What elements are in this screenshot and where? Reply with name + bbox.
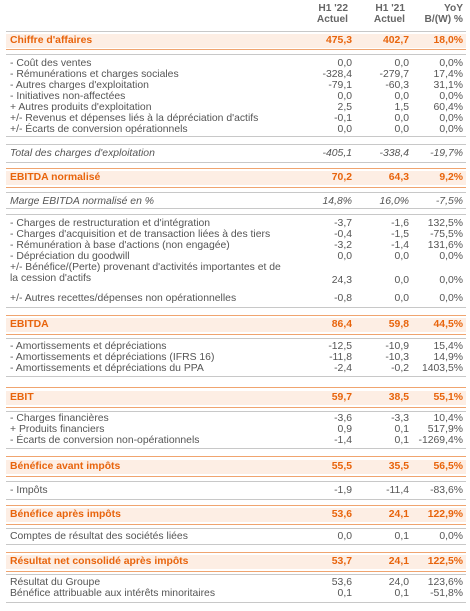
- value-h1-22: 53,6: [331, 509, 352, 520]
- value-h1-22: 0,1: [337, 588, 352, 599]
- value-yoy-change: 131,6%: [427, 240, 463, 251]
- row-label: - Dépréciation du goodwill: [10, 251, 130, 262]
- row-label: Bénéfice avant impôts: [10, 461, 121, 472]
- row-divider: [6, 552, 466, 553]
- value-h1-21: -1,4: [391, 240, 409, 251]
- value-h1-21: -338,4: [379, 148, 409, 159]
- value-yoy-change: 0,0%: [439, 91, 463, 102]
- row-divider: [6, 571, 466, 572]
- row-divider: [6, 376, 466, 377]
- value-h1-21: -10,9: [385, 341, 409, 352]
- row-label: + Produits financiers: [10, 424, 105, 435]
- row-label: Comptes de résultat des sociétés liées: [10, 531, 188, 542]
- row-label: - Amortissements et dépréciations (IFRS 16): [10, 352, 215, 363]
- row-label: Bénéfice après impôts: [10, 509, 121, 520]
- value-h1-22: -3,6: [334, 413, 352, 424]
- subtotal-row: [6, 171, 466, 185]
- row-divider: [6, 524, 466, 525]
- value-yoy-change: 0,0%: [439, 531, 463, 542]
- value-yoy-change: 0,0%: [439, 113, 463, 124]
- row-label: - Initiatives non-affectées: [10, 91, 126, 102]
- row-divider: [6, 214, 466, 215]
- value-h1-21: 16,0%: [379, 196, 409, 207]
- value-h1-21: 24,1: [388, 509, 409, 520]
- value-yoy-change: 10,4%: [433, 413, 463, 424]
- row-divider: [6, 136, 466, 137]
- row-divider: [6, 456, 466, 457]
- value-h1-21: -1,6: [391, 218, 409, 229]
- row-divider: [6, 481, 466, 482]
- value-h1-22: -2,4: [334, 363, 352, 374]
- row-label: +/- Autres recettes/dépenses non opérationnelles: [10, 293, 237, 304]
- value-yoy-change: -1269,4%: [418, 435, 463, 446]
- row-divider: [6, 338, 466, 339]
- value-h1-21: 24,0: [388, 577, 409, 588]
- row-label: - Charges d'acquisition et de transaction liées à des tiers: [10, 229, 271, 240]
- row-divider: [6, 307, 466, 308]
- row-divider: [6, 54, 466, 55]
- value-yoy-change: -83,6%: [430, 485, 463, 496]
- value-h1-22: 0,0: [337, 251, 352, 262]
- value-h1-21: 0,1: [394, 531, 409, 542]
- value-h1-21: 0,0: [394, 293, 409, 304]
- value-yoy-change: 0,0%: [439, 58, 463, 69]
- row-label: Résultat du Groupe: [10, 577, 101, 588]
- value-yoy-change: 60,4%: [433, 102, 463, 113]
- table-row: [6, 263, 466, 287]
- subtotal-row: [6, 508, 466, 522]
- value-yoy-change: 0,0%: [439, 124, 463, 135]
- row-divider: [6, 476, 466, 477]
- value-yoy-change: 0,0%: [439, 293, 463, 304]
- value-yoy-change: 0,0%: [439, 275, 463, 287]
- row-label: Résultat net consolidé après impôts: [10, 556, 189, 567]
- value-h1-22: 24,3: [331, 275, 352, 287]
- row-label: EBITDA: [10, 319, 49, 330]
- row-label: - Rémunération à base d'actions (non engagée): [10, 240, 230, 251]
- value-yoy-change: 44,5%: [433, 319, 463, 330]
- row-label: +/- Écarts de conversion opérationnels: [10, 124, 188, 135]
- value-yoy-change: 31,1%: [433, 80, 463, 91]
- value-h1-22: -0,8: [334, 293, 352, 304]
- value-yoy-change: 517,9%: [427, 424, 463, 435]
- value-yoy-change: -19,7%: [430, 148, 463, 159]
- value-h1-22: 53,6: [331, 577, 352, 588]
- col-header-line: B/(W) %: [424, 14, 463, 25]
- value-h1-22: -79,1: [328, 80, 352, 91]
- value-h1-21: 38,5: [388, 392, 409, 403]
- row-divider: [6, 448, 466, 449]
- row-divider: [6, 499, 466, 500]
- value-h1-22: 14,8%: [322, 196, 352, 207]
- value-h1-21: 1,5: [394, 102, 409, 113]
- value-h1-21: 0,0: [394, 124, 409, 135]
- value-h1-21: 0,0: [394, 251, 409, 262]
- row-label: - Rémunérations et charges sociales: [10, 69, 179, 80]
- row-divider: [6, 208, 466, 209]
- row-label: Total des charges d'exploitation: [10, 148, 155, 159]
- value-h1-22: 0,9: [337, 424, 352, 435]
- row-divider: [6, 602, 466, 603]
- value-h1-22: -11,8: [329, 352, 352, 363]
- row-divider: [6, 528, 466, 529]
- row-divider: [6, 574, 466, 575]
- value-yoy-change: 0,0%: [439, 251, 463, 262]
- col-header-line: Actuel: [373, 14, 405, 25]
- value-h1-21: -10,3: [385, 352, 409, 363]
- value-h1-22: -0,1: [334, 113, 352, 124]
- value-h1-22: -1,4: [334, 435, 352, 446]
- value-h1-22: -405,1: [322, 148, 352, 159]
- value-h1-22: 475,3: [325, 35, 352, 46]
- row-label: - Écarts de conversion non-opérationnels: [10, 435, 200, 446]
- row-label: - Amortissements et dépréciations du PPA: [10, 363, 204, 374]
- value-h1-21: -1,5: [391, 229, 409, 240]
- value-h1-21: 0,1: [394, 435, 409, 446]
- row-divider: [6, 411, 466, 412]
- value-h1-21: 0,1: [394, 424, 409, 435]
- row-label: - Coût des ventes: [10, 58, 92, 69]
- value-yoy-change: 17,4%: [433, 69, 463, 80]
- value-h1-21: 0,0: [394, 58, 409, 69]
- value-yoy-change: 18,0%: [433, 35, 463, 46]
- row-divider: [6, 187, 466, 188]
- col-header-line: H1 '21: [375, 3, 405, 14]
- col-header-h1-22: [296, 3, 348, 25]
- value-h1-22: 0,0: [337, 531, 352, 542]
- col-header-yoy: [403, 3, 463, 25]
- value-yoy-change: -51,8%: [430, 588, 463, 599]
- value-h1-21: -3,3: [391, 413, 409, 424]
- row-divider: [6, 387, 466, 388]
- subtotal-row: [6, 460, 466, 474]
- value-yoy-change: -75,5%: [430, 229, 463, 240]
- subtotal-row: [6, 555, 466, 569]
- row-label: - Autres charges d'exploitation: [10, 80, 149, 91]
- row-divider: [6, 505, 466, 506]
- value-h1-21: 35,5: [388, 461, 409, 472]
- value-h1-21: 0,1: [394, 588, 409, 599]
- row-divider: [6, 315, 466, 316]
- row-label: EBIT: [10, 392, 34, 403]
- value-yoy-change: 1403,5%: [421, 363, 463, 374]
- value-yoy-change: 122,9%: [427, 509, 463, 520]
- value-h1-21: 0,0: [394, 275, 409, 287]
- value-yoy-change: 132,5%: [427, 218, 463, 229]
- row-divider: [6, 544, 466, 545]
- row-label: - Charges de restructuration et d'intégration: [10, 218, 211, 229]
- value-yoy-change: -7,5%: [435, 196, 463, 207]
- value-yoy-change: 55,1%: [433, 392, 463, 403]
- subtotal-row: [6, 34, 466, 48]
- row-divider: [6, 334, 466, 335]
- col-header-h1-21: [353, 3, 405, 25]
- value-h1-22: -328,4: [322, 69, 352, 80]
- value-h1-22: 86,4: [331, 319, 352, 330]
- row-divider: [6, 144, 466, 145]
- value-h1-22: -0,4: [334, 229, 352, 240]
- row-divider: [6, 407, 466, 408]
- row-label: Marge EBITDA normalisé en %: [10, 196, 154, 207]
- value-h1-22: 59,7: [331, 392, 352, 403]
- row-label: - Impôts: [10, 485, 48, 496]
- value-h1-21: 0,0: [394, 113, 409, 124]
- value-h1-21: -60,3: [385, 80, 409, 91]
- value-h1-21: -11,4: [386, 485, 409, 496]
- value-h1-22: -1,9: [334, 485, 352, 496]
- value-h1-22: 55,5: [331, 461, 352, 472]
- value-h1-22: 2,5: [337, 102, 352, 113]
- col-header-line: H1 '22: [318, 3, 348, 14]
- value-yoy-change: 14,9%: [433, 352, 463, 363]
- value-h1-22: 0,0: [337, 124, 352, 135]
- row-label: Chiffre d'affaires: [10, 35, 93, 46]
- row-label: - Charges financières: [10, 413, 109, 424]
- value-h1-22: 70,2: [331, 172, 352, 183]
- row-label: + Autres produits d'exploitation: [10, 102, 152, 113]
- subtotal-row: [6, 391, 466, 405]
- value-h1-22: -12,5: [328, 341, 352, 352]
- value-h1-21: 59,8: [388, 319, 409, 330]
- row-divider: [6, 168, 466, 169]
- value-h1-22: 53,7: [331, 556, 352, 567]
- value-h1-22: -3,7: [334, 218, 352, 229]
- col-header-line: YoY: [443, 3, 463, 14]
- value-yoy-change: 9,2%: [439, 172, 463, 183]
- row-divider: [6, 162, 466, 163]
- row-label: - Amortissements et dépréciations: [10, 341, 167, 352]
- value-yoy-change: 56,5%: [433, 461, 463, 472]
- value-h1-21: 24,1: [388, 556, 409, 567]
- col-header-line: Actuel: [316, 14, 348, 25]
- row-label: Bénéfice attribuable aux intérêts minoritaires: [10, 588, 216, 599]
- row-divider: [6, 31, 466, 32]
- value-h1-22: -3,2: [334, 240, 352, 251]
- row-label: EBITDA normalisé: [10, 172, 101, 183]
- value-yoy-change: 15,4%: [433, 341, 463, 352]
- value-yoy-change: 123,6%: [427, 577, 463, 588]
- row-divider: [6, 192, 466, 193]
- value-h1-21: 402,7: [382, 35, 409, 46]
- row-label: +/- Revenus et dépenses liés à la dépréciation d'actifs: [10, 113, 259, 124]
- subtotal-row: [6, 318, 466, 332]
- value-h1-21: -0,2: [391, 363, 409, 374]
- value-yoy-change: 122,5%: [427, 556, 463, 567]
- value-h1-21: 64,3: [388, 172, 409, 183]
- value-h1-21: 0,0: [394, 91, 409, 102]
- row-label: +/- Bénéfice/(Perte) provenant d'activités importantes et de la cession d'actifs: [10, 262, 281, 284]
- row-divider: [6, 49, 466, 50]
- value-h1-22: 0,0: [337, 58, 352, 69]
- value-h1-21: -279,7: [379, 69, 409, 80]
- value-h1-22: 0,0: [337, 91, 352, 102]
